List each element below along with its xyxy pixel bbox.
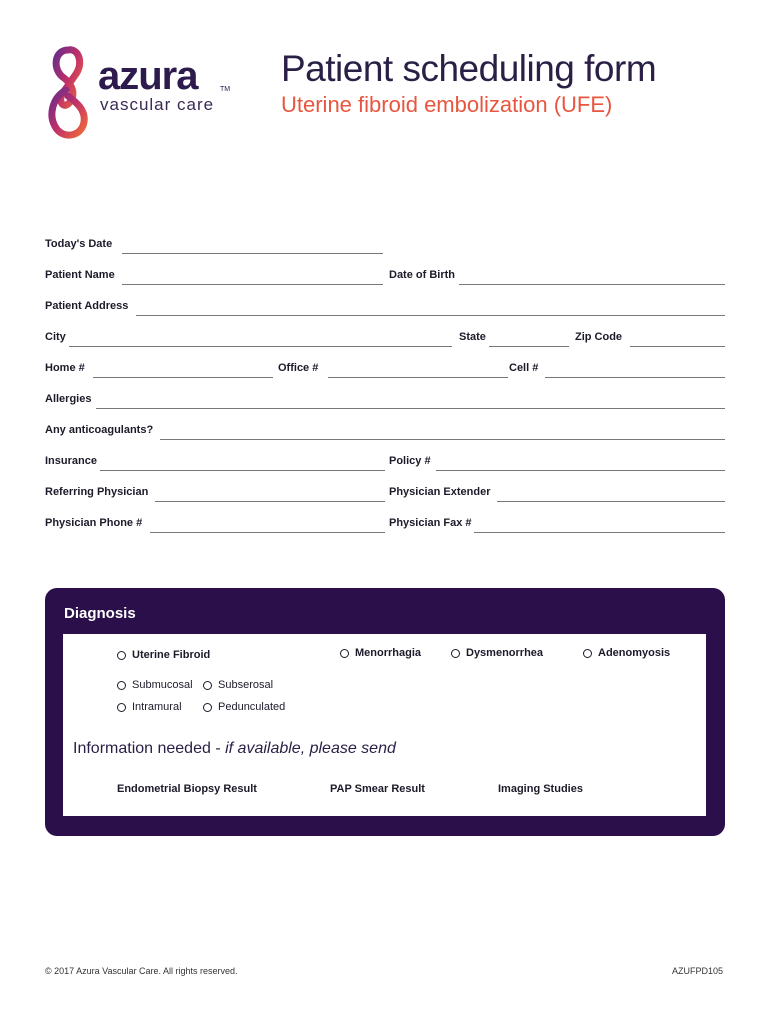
- copyright-text: © 2017 Azura Vascular Care. All rights reserved.: [45, 966, 238, 976]
- option-subserosal[interactable]: [203, 679, 273, 691]
- form-code: AZUFPD105: [672, 966, 724, 976]
- physician-phone-label: Physician Phone #: [45, 517, 143, 529]
- referring-physician-field[interactable]: [155, 501, 385, 502]
- logo-tagline: vascular care: [100, 95, 215, 114]
- insurance-label: Insurance: [45, 455, 97, 467]
- option-adenomyosis[interactable]: [583, 647, 670, 659]
- page-subtitle: Uterine fibroid embolization (UFE): [281, 92, 613, 117]
- info-needed-label: Information needed -: [73, 740, 226, 757]
- zip-code-label: Zip Code: [575, 331, 623, 343]
- option-label: Menorrhagia: [355, 647, 422, 659]
- physician-fax-field[interactable]: [474, 532, 725, 533]
- logo: [42, 44, 242, 144]
- city-field[interactable]: [69, 346, 452, 347]
- option-label: Uterine Fibroid: [132, 649, 211, 661]
- logo-mark-icon: [42, 44, 92, 142]
- date-of-birth-field[interactable]: [459, 284, 725, 285]
- todays-date-label: Today's Date: [45, 238, 113, 250]
- radio-circle-icon: [203, 681, 212, 690]
- patient-name-label: Patient Name: [45, 269, 115, 281]
- option-submucosal[interactable]: [117, 679, 193, 691]
- allergies-label: Allergies: [45, 393, 92, 405]
- option-uterine-fibroid[interactable]: [117, 649, 210, 661]
- logo-trademark: TM: [220, 86, 231, 93]
- home-phone-label: Home #: [45, 362, 85, 374]
- diagnosis-title: Diagnosis: [64, 605, 136, 622]
- zip-code-field[interactable]: [630, 346, 725, 347]
- todays-date-field[interactable]: [122, 253, 383, 254]
- option-label: Dysmenorrhea: [466, 647, 544, 659]
- policy-label: Policy #: [389, 455, 431, 467]
- insurance-field[interactable]: [100, 470, 385, 471]
- allergies-field[interactable]: [96, 408, 725, 409]
- radio-circle-icon: [203, 703, 212, 712]
- radio-circle-icon: [451, 649, 460, 658]
- biopsy-result-label: Endometrial Biopsy Result: [117, 783, 257, 795]
- physician-extender-label: Physician Extender: [389, 486, 491, 498]
- option-label: Intramural: [132, 701, 182, 713]
- option-label: Submucosal: [132, 679, 193, 691]
- logo-word: azura: [98, 54, 198, 98]
- option-label: Subserosal: [218, 679, 274, 691]
- physician-phone-field[interactable]: [150, 532, 385, 533]
- option-menorrhagia[interactable]: [340, 647, 421, 659]
- anticoagulants-field[interactable]: [160, 439, 725, 440]
- patient-name-field[interactable]: [122, 284, 383, 285]
- radio-circle-icon: [340, 649, 349, 658]
- office-phone-label: Office #: [278, 362, 319, 374]
- physician-fax-label: Physician Fax #: [389, 517, 472, 529]
- cell-phone-field[interactable]: [545, 377, 725, 378]
- option-pedunculated[interactable]: [203, 701, 285, 713]
- patient-address-field[interactable]: [136, 315, 725, 316]
- patient-address-label: Patient Address: [45, 300, 129, 312]
- home-phone-field[interactable]: [93, 377, 273, 378]
- city-label: City: [45, 331, 66, 343]
- page-title: Patient scheduling form: [281, 48, 657, 89]
- office-phone-field[interactable]: [328, 377, 508, 378]
- option-label: Adenomyosis: [598, 647, 671, 659]
- state-label: State: [459, 331, 486, 343]
- state-field[interactable]: [489, 346, 569, 347]
- radio-circle-icon: [117, 651, 126, 660]
- referring-physician-label: Referring Physician: [45, 486, 149, 498]
- option-label: Pedunculated: [218, 701, 286, 713]
- radio-circle-icon: [117, 703, 126, 712]
- cell-phone-label: Cell #: [509, 362, 539, 374]
- anticoagulants-label: Any anticoagulants?: [45, 424, 154, 436]
- pap-smear-label: PAP Smear Result: [330, 783, 425, 795]
- info-needed-note: if available, please send: [225, 740, 396, 757]
- physician-extender-field[interactable]: [497, 501, 725, 502]
- option-dysmenorrhea[interactable]: [451, 647, 543, 659]
- radio-circle-icon: [117, 681, 126, 690]
- imaging-studies-label: Imaging Studies: [498, 783, 583, 795]
- information-needed-heading: [73, 740, 396, 758]
- radio-circle-icon: [583, 649, 592, 658]
- option-intramural[interactable]: [117, 701, 182, 713]
- policy-field[interactable]: [436, 470, 725, 471]
- date-of-birth-label: Date of Birth: [389, 269, 455, 281]
